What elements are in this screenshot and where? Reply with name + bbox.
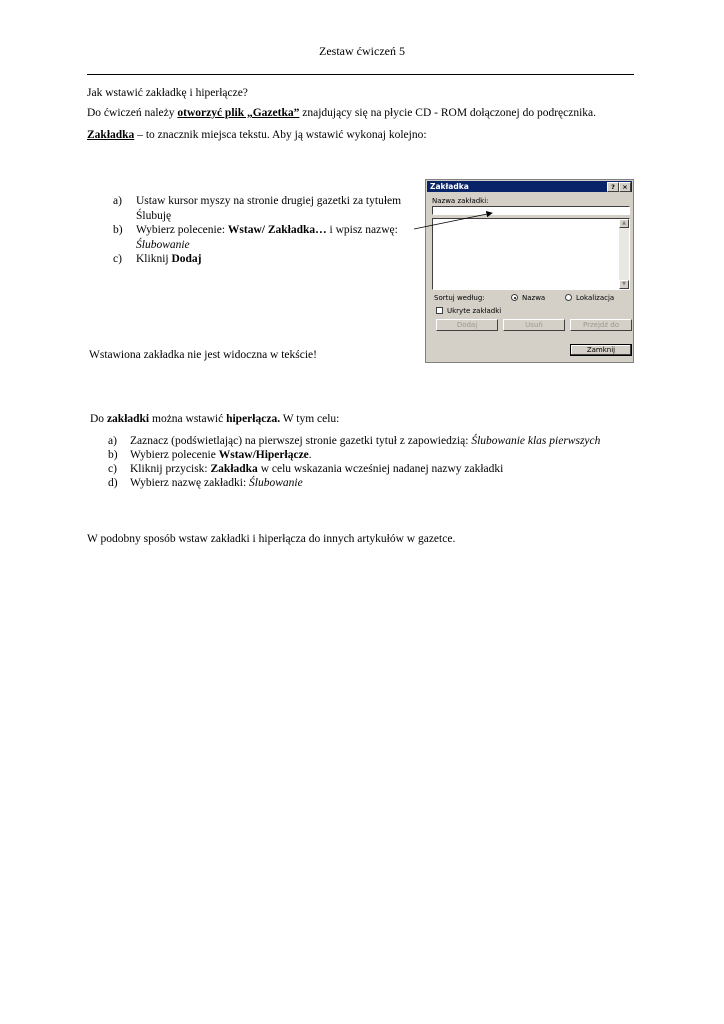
list-item: c) Kliknij Dodaj bbox=[113, 253, 202, 265]
page-header: Zestaw ćwiczeń 5 bbox=[319, 44, 405, 58]
hidden-bookmarks-label: Ukryte zakładki bbox=[447, 307, 502, 315]
intro-line2-pre: Do ćwiczeń należy bbox=[87, 107, 178, 119]
list-item: a) Ustaw kursor myszy na stronie drugiej gazetki za tytułem Ślubuję bbox=[113, 195, 402, 222]
delete-button[interactable]: Usuń bbox=[503, 319, 565, 331]
scroll-down-icon[interactable]: ▼ bbox=[619, 280, 629, 289]
note-text: Wstawiona zakładka nie jest widoczna w tekście! bbox=[89, 349, 317, 361]
list-item: b) Wybierz polecenie Wstaw/Hiperłącze. bbox=[108, 449, 312, 461]
help-icon[interactable]: ? bbox=[607, 182, 619, 192]
bookmark-name-label: Nazwa zakładki: bbox=[432, 197, 489, 205]
intro-line2-post: znajdujący się na płycie CD - ROM dołączonej do podręcznika. bbox=[299, 107, 597, 119]
sort-by-name-label: Nazwa bbox=[522, 294, 546, 302]
scroll-up-icon[interactable]: ▲ bbox=[619, 219, 629, 228]
goto-button[interactable]: Przejdź do bbox=[570, 319, 632, 331]
list-item: d) Wybierz nazwę zakładki: Ślubowanie bbox=[108, 477, 303, 489]
add-button[interactable]: Dodaj bbox=[436, 319, 498, 331]
closing-text: W podobny sposób wstaw zakładki i hiperłącza do innych artykułów w gazetce. bbox=[87, 533, 456, 545]
bookmark-definition-text: – to znacznik miejsca tekstu. Aby ją wstawić wykonaj kolejno: bbox=[134, 129, 427, 141]
hyperlink-intro: Do zakładki można wstawić hiperłącza. W tym celu: bbox=[90, 413, 340, 425]
dialog-title: Zakładka bbox=[430, 182, 469, 191]
close-icon[interactable]: × bbox=[619, 182, 631, 192]
sort-by-location-label: Lokalizacja bbox=[576, 294, 615, 302]
intro-question: Jak wstawić zakładkę i hiperłącze? bbox=[87, 87, 248, 99]
bookmark-term: Zakładka bbox=[87, 129, 135, 141]
close-button[interactable]: Zamknij bbox=[570, 344, 632, 356]
sort-label: Sortuj według: bbox=[434, 294, 485, 302]
intro-open-file: otworzyć plik „Gazetka” bbox=[177, 107, 300, 119]
list-item: a) Zaznacz (podświetlając) na pierwszej stronie gazetki tytuł z zapowiedzią: Ślubowanie klas pierwszych bbox=[108, 435, 601, 447]
list-item: c) Kliknij przycisk: Zakładka w celu wskazania wcześniej nadanej nazwy zakładki bbox=[108, 463, 504, 475]
list-item: b) Wybierz polecenie: Wstaw/ Zakładka… i wpisz nazwę: Ślubowanie bbox=[113, 224, 398, 251]
hyperlink-steps bbox=[108, 434, 668, 490]
